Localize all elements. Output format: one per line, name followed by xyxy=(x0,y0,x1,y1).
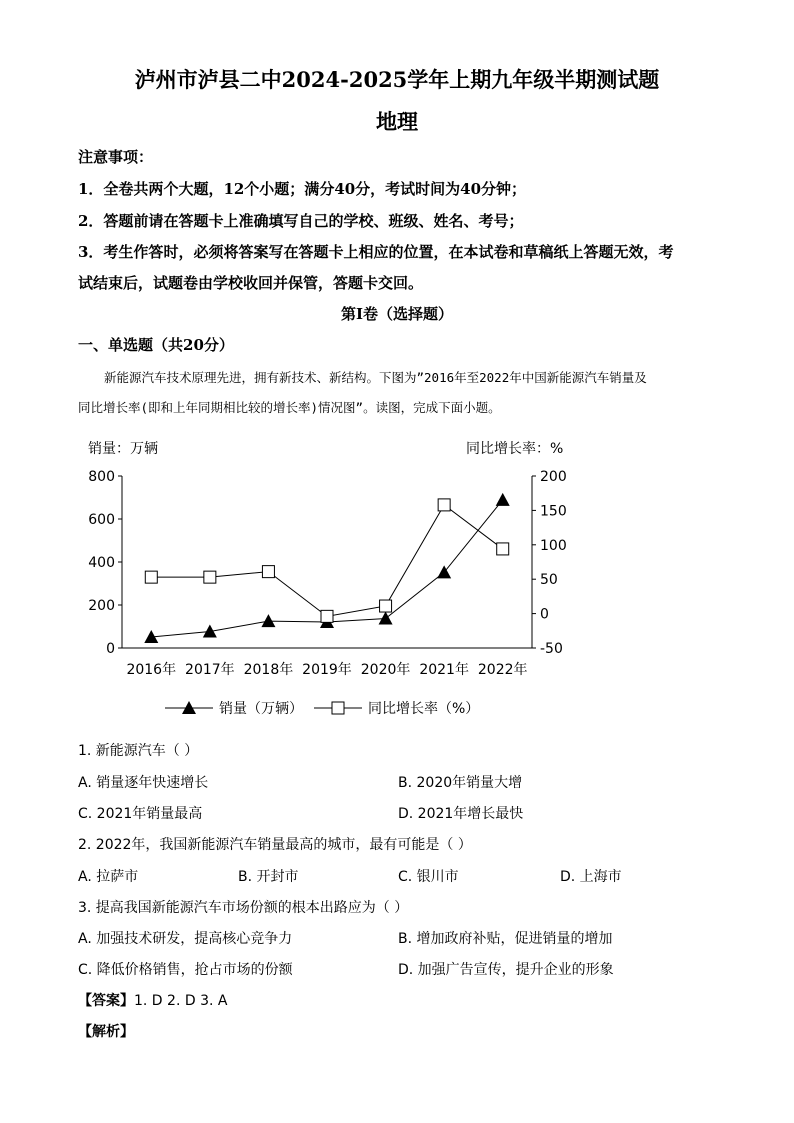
question-1-option-b[interactable]: B. 2020年销量大增 xyxy=(398,775,523,791)
y-right-tick-label: 50 xyxy=(540,572,558,589)
sales-point-marker xyxy=(379,612,393,625)
growth-rate-point-marker xyxy=(380,600,392,612)
notes-item: 试结束后，试题卷由学校收回并保管，答题卡交回。 xyxy=(78,274,424,292)
y-right-tick-label: 100 xyxy=(540,537,567,554)
notes-heading: 注意事项： xyxy=(78,148,154,166)
question-3-stem: 3. 提高我国新能源汽车市场份额的根本出路应为（ ） xyxy=(78,900,409,916)
analysis-line xyxy=(78,1021,134,1041)
intro-line: 新能源汽车技术原理先进，拥有新技术、新结构。下图为”2016年至2022年中国新能源汽车销量及 xyxy=(104,370,647,385)
growth-rate-point-marker xyxy=(438,499,450,511)
answer-label: 【答案】 xyxy=(78,993,134,1009)
subject-title: 地理 xyxy=(376,109,418,134)
x-tick-label: 2021年 xyxy=(419,662,469,678)
y-left-tick-label: 600 xyxy=(88,512,115,528)
y-axis-left-label: 销量：万辆 xyxy=(88,441,158,457)
part-heading: 一、单选题（共20分） xyxy=(78,336,234,354)
growth-rate-point-marker xyxy=(262,566,274,578)
question-2-option-b[interactable]: B. 开封市 xyxy=(238,869,299,885)
growth-rate-point-marker xyxy=(321,610,333,622)
exam-title: 泸州市泸县二中2024-2025学年上期九年级半期测试题 xyxy=(134,67,660,92)
x-tick-label: 2018年 xyxy=(243,662,294,678)
question-1-option-c[interactable]: C. 2021年销量最高 xyxy=(78,806,203,822)
growth-rate-point-marker xyxy=(204,571,216,583)
sales-growth-chart xyxy=(70,430,590,730)
legend-square-marker xyxy=(332,702,344,714)
volume-heading: 第I卷（选择题） xyxy=(340,305,454,323)
answer-text: 1. D 2. D 3. A xyxy=(134,993,228,1009)
y-left-tick-label: 800 xyxy=(88,469,115,485)
question-3-option-d[interactable]: D. 加强广告宣传，提升企业的形象 xyxy=(398,962,614,978)
y-right-tick-label: 150 xyxy=(540,503,567,520)
x-tick-label: 2019年 xyxy=(302,662,352,678)
growth-rate-point-marker xyxy=(145,571,157,583)
notes-item: 1．全卷共两个大题，12个小题；满分40分，考试时间为40分钟； xyxy=(78,180,527,198)
x-tick-label: 2017年 xyxy=(185,662,235,678)
notes-item: 3．考生作答时，必须将答案写在答题卡上相应的位置，在本试卷和草稿纸上答题无效，考 xyxy=(78,243,674,261)
answer-line xyxy=(78,990,227,1010)
analysis-label: 【解析】 xyxy=(78,1024,134,1040)
growth-rate-point-marker xyxy=(497,543,509,555)
question-3-option-a[interactable]: A. 加强技术研发，提高核心竞争力 xyxy=(78,931,293,947)
sales-point-marker xyxy=(437,565,451,578)
x-tick-label: 2020年 xyxy=(360,662,411,678)
y-right-tick-label: 0 xyxy=(540,606,549,623)
sales-point-marker xyxy=(496,493,510,506)
y-axis-right-label: 同比增长率：% xyxy=(466,441,564,457)
question-2-option-d[interactable]: D. 上海市 xyxy=(560,869,622,885)
intro-line: 同比增长率(即和上年同期相比较的增长率)情况图”。读图，完成下面小题。 xyxy=(78,400,501,415)
y-left-tick-label: 0 xyxy=(106,641,115,657)
legend-label: 销量（万辆） xyxy=(219,701,303,717)
question-1-option-d[interactable]: D. 2021年增长最快 xyxy=(398,806,524,822)
question-2-stem: 2. 2022年，我国新能源汽车销量最高的城市，最有可能是（ ） xyxy=(78,837,472,853)
question-3-option-b[interactable]: B. 增加政府补贴，促进销量的增加 xyxy=(398,931,613,947)
y-left-tick-label: 400 xyxy=(88,555,115,571)
notes-item: 2．答题前请在答题卡上准确填写自己的学校、班级、姓名、考号； xyxy=(78,212,524,230)
question-1-stem: 1. 新能源汽车（ ） xyxy=(78,743,199,759)
y-left-tick-label: 200 xyxy=(88,598,115,614)
y-right-tick-label: 200 xyxy=(540,469,567,485)
y-right-tick-label: -50 xyxy=(540,641,563,657)
sales-point-marker xyxy=(261,614,275,627)
question-2-option-a[interactable]: A. 拉萨市 xyxy=(78,869,139,885)
series-line xyxy=(151,505,502,616)
question-2-option-c[interactable]: C. 银川市 xyxy=(398,869,459,885)
x-tick-label: 2022年 xyxy=(477,662,528,678)
x-tick-label: 2016年 xyxy=(126,662,177,678)
legend-label: 同比增长率（%） xyxy=(368,701,480,717)
question-1-option-a[interactable]: A. 销量逐年快速增长 xyxy=(78,775,209,791)
question-3-option-c[interactable]: C. 降低价格销售，抢占市场的份额 xyxy=(78,962,293,978)
